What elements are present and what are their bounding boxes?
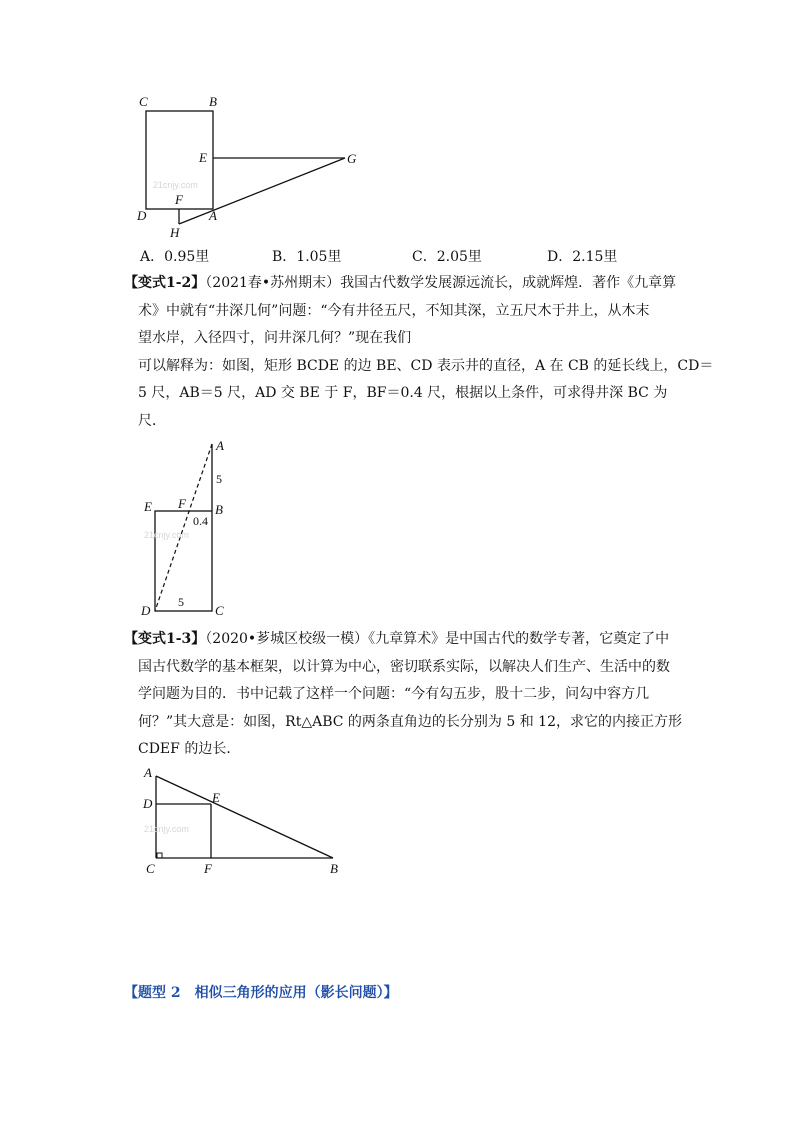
problem-1-2-text-1: （2021春•苏州期末）我国古代数学发展源远流长，成就辉煌．著作《九章算	[205, 275, 677, 291]
label-b: B	[330, 861, 338, 876]
option-c-value: 2.05里	[436, 249, 482, 265]
watermark: 21cnjy.com	[144, 530, 189, 540]
problem-1-2-tag: 【变式1-2】	[124, 275, 206, 291]
label-b: B	[209, 94, 217, 109]
figure-3-svg	[138, 762, 353, 880]
problem-1-3-text-1: （2020•芗城区校级一模）《九章算术》是中国古代的数学专著，它奠定了中	[205, 631, 670, 647]
option-d-letter: D．	[547, 249, 573, 265]
option-c[interactable]	[412, 246, 482, 266]
label-b: B	[215, 502, 223, 517]
label-e: E	[199, 150, 207, 165]
label-f: F	[204, 861, 212, 876]
option-a-value: 0.95里	[164, 249, 210, 265]
segment-gh	[179, 158, 345, 224]
watermark: 21cnjy.com	[144, 824, 189, 834]
figure-3-inscribed-square-diagram	[138, 762, 353, 880]
problem-1-2-line-1	[124, 270, 678, 298]
label-e: E	[144, 499, 152, 514]
option-c-letter: C．	[412, 249, 437, 265]
watermark: 21cnjy.com	[153, 180, 198, 190]
label-g: G	[347, 151, 357, 166]
label-a: A	[209, 208, 217, 223]
problem-1-3-line-3: 学问题为目的．书中记载了这样一个问题：“今有勾五步，股十二步，问勾中容方几	[138, 686, 650, 702]
section-heading: 【题型 2 相似三角形的应用（影长问题）】	[124, 985, 398, 1001]
value-bf: 0.4	[193, 514, 208, 528]
option-d-value: 2.15里	[572, 249, 618, 265]
figure-1-svg	[135, 92, 365, 242]
segment-ab	[156, 776, 333, 858]
option-b-value: 1.05里	[296, 249, 342, 265]
problem-1-2-line-4: 可以解释为：如图，矩形 BCDE 的边 BE、CD 表示井的直径，A 在 CB 的延长线上，CD＝	[138, 357, 714, 374]
label-c: C	[146, 861, 155, 876]
label-h: H	[170, 225, 180, 240]
figure-1-well-diagram	[135, 92, 365, 242]
option-a[interactable]	[140, 246, 209, 266]
problem-1-3-line-2: 国古代数学的基本框架，以计算为中心，密切联系实际，以解决人们生产、生活中的数	[138, 658, 670, 675]
option-b-letter: B．	[272, 249, 297, 265]
value-dc: 5	[178, 595, 184, 609]
option-a-letter: A．	[140, 249, 165, 265]
label-f: F	[178, 496, 186, 511]
problem-1-2-line-2: 术》中就有“井深几何”问题：“今有井径五尺，不知其深，立五尺木于井上，从木末	[138, 302, 650, 319]
problem-1-3-line-4: 何？”其大意是：如图，Rt△ABC 的两条直角边的长分别为 5 和 12，求它的内接正方形	[138, 713, 682, 730]
label-f: F	[175, 192, 183, 207]
problem-1-3-line-1	[124, 626, 678, 654]
problem-1-2-line-5: 5 尺，AB＝5 尺，AD 交 BE 于 F，BF＝0.4 尺，根据以上条件，可求得井深 BC 为	[138, 385, 668, 401]
answer-options	[140, 246, 700, 266]
option-b[interactable]	[272, 246, 341, 266]
problem-1-3	[124, 626, 682, 764]
problem-1-3-line-5: CDEF 的边长．	[138, 741, 241, 757]
right-angle-mark	[157, 853, 162, 858]
label-e: E	[212, 790, 220, 805]
label-c: C	[215, 603, 224, 618]
label-d: D	[143, 796, 153, 811]
option-d[interactable]	[547, 246, 617, 266]
problem-1-2-line-6: 尺．	[138, 412, 166, 429]
problem-1-2	[124, 270, 714, 435]
value-ab: 5	[216, 472, 222, 486]
label-a: A	[144, 765, 152, 780]
problem-1-2-line-3: 望水岸，入径四寸，问井深几何？”现在我们	[138, 330, 412, 346]
figure-2-well-depth-diagram	[138, 436, 238, 621]
label-a: A	[216, 438, 224, 453]
figure-2-svg	[138, 436, 238, 621]
label-d: D	[137, 208, 147, 223]
label-d: D	[141, 603, 151, 618]
problem-1-3-tag: 【变式1-3】	[124, 631, 206, 647]
label-c: C	[139, 94, 148, 109]
